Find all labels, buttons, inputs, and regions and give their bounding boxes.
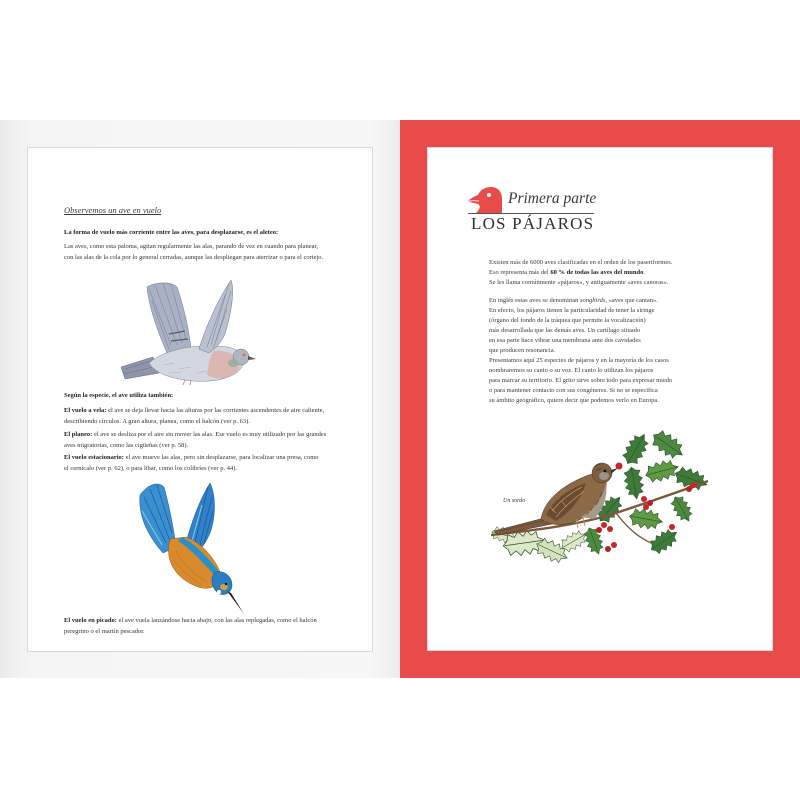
part-label: Primera parte [508,190,597,207]
species-heading [64,391,173,402]
flight-description: el ave se desliza por el aire sin mover las alas. Ese vuelo es muy utilizado por las grandes [93,431,327,438]
book-spread [0,120,800,678]
text-segment: . [643,269,645,276]
flight-type-soaring [64,406,324,427]
text-segment: , «aves que cantan». [605,297,658,304]
text-line: su ámbito geográfico, quiere decir que podemos verlo en Europa. [489,397,659,404]
right-page-background [400,120,800,678]
flight-description: aves migratorias, como las cigüeñas (ver p. 58). [64,441,189,449]
text-line: en esa parte hace vibrar una membrana ante dos cavidades [489,337,641,344]
flight-description: el cernícalo (ver p. 62), o para libar, como los colibríes (ver p. 44). [64,464,238,472]
bird-head-logo-icon [467,187,502,213]
right-page [427,147,773,651]
text-line: más desarrollada que las demás aves. Un cartílago situado [489,327,641,334]
flight-term: El planeo: [64,431,93,438]
intro-line: Las aves, como esta paloma, agitan regularmente las alas, parando de vez en cuando para planear, [64,243,319,250]
text-line: (órgano del fondo de la tráquea que permite la vocalización) [489,317,646,324]
section-heading: Observemos un ave en vuelo [64,205,162,215]
chapter-title: LOS PÁJAROS [471,214,595,233]
text-line: para marcar su territorio. El grito sirve sobre todo para expresar miedo [489,377,673,384]
flight-description: el ave mueve las alas, pero sin desplazarse, para localizar una presa, como [125,454,319,461]
emphasis-bold: 60 % de todas las aves del mundo [550,269,644,276]
text-line: o para mantener contacto con sus congéneres. Si no se especifica [489,387,658,394]
kingfisher-illustration [136,481,246,616]
left-page-background [0,120,400,678]
flight-description: el ave se deja llevar hacia las alturas por las corrientes ascendentes de aire caliente, [108,407,325,414]
flight-term: El vuelo en picado: [64,617,117,624]
text-line: Se les llama comúnmente «pájaros», y antiguamente «aves canoras». [489,279,669,286]
intro-paragraph [64,242,323,263]
text-segment: Eso representa más del [489,269,549,276]
flight-term: El vuelo a vela: [64,407,107,414]
intro-bold-text: La forma de vuelo más corriente entre las aves, para desplazarse, es el aleteo: [64,229,279,236]
species-heading-text: Según la especie, el ave utiliza también: [64,392,174,399]
flight-description: el ave vuela lanzándose hacia abajo, con las alas replegadas, como el halcón [118,617,317,624]
left-page [27,147,373,652]
intro-bold [64,228,278,239]
text-line: Presentamos aquí 25 especies de pájaros y en la mayoría de los casos [489,357,669,364]
text-line: nombraremos su canto o su voz. El canto lo utilizan los pájaros [489,367,654,374]
intro-paragraph-1 [489,258,672,288]
flight-description: peregrino o el martín pescador. [64,627,145,635]
flight-type-gliding [64,430,326,451]
intro-paragraph-2 [489,296,672,406]
flight-type-hovering [64,453,319,474]
text-segment: En inglés estas aves se denominan [489,297,579,304]
flight-term: El vuelo estacionario: [64,454,124,461]
emphasis-italic: songbirds [579,297,606,304]
illustration-caption: Un sordo [503,498,526,504]
flight-type-diving [64,616,317,637]
text-line [489,268,672,278]
text-line [489,296,672,306]
flight-description: describiendo círculos. A gran altura, planea, como el halcón (ver p. 63). [64,417,250,425]
text-line: que producen resonancia. [489,347,556,354]
text-line: En efecto, los pájaros tienen la particularidad de tener la siringe [489,307,655,314]
pigeon-illustration [119,279,256,389]
chapter-intro-text [489,258,672,406]
text-line: Existen más de 6000 aves clasificadas en el orden de los paseriformes. [489,259,673,266]
intro-line: con las alas de la cola por lo general cerradas, aunque las despliegan para aterrizar o para el cortejo. [64,253,324,261]
